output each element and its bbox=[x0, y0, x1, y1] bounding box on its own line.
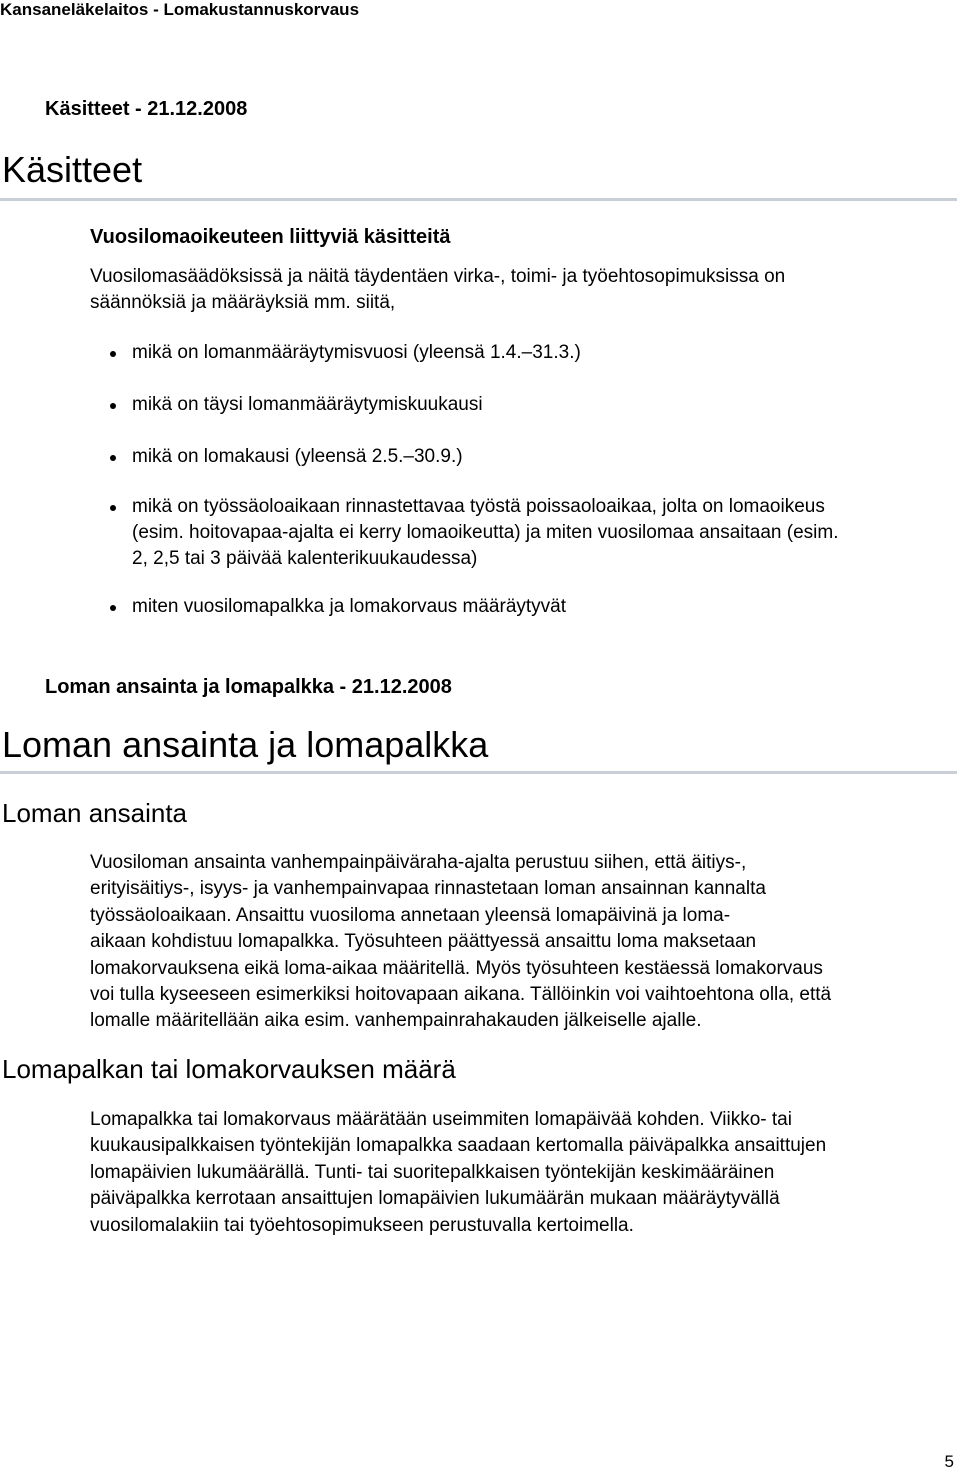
list-item: mikä on täysi lomanmääräytymiskuukausi bbox=[110, 392, 950, 418]
list-item: mikä on lomanmääräytymisvuosi (yleensä 1.4.–31.3.) bbox=[110, 340, 950, 366]
concept-list bbox=[110, 340, 950, 620]
section-label-loman-ansainta: Loman ansainta ja lomapalkka - 21.12.2008 bbox=[45, 676, 452, 698]
intro-line: säännöksiä ja määräyksiä mm. siitä, bbox=[90, 292, 396, 314]
paragraph-lomapalkan-maara: Lomapalkka tai lomakorvaus määrätään useimmiten lomapäivää kohden. Viikko- tai kuukausipalkkaisen työntekijän lomapalkka saadaan kertomalla päiväpalkka ansaittujen lomapäivien lukumäärällä. Tunti- tai suoritepalkkaisen työntekijän keskimääräinen päiväpalkka kerrotaan ansaittujen lomapäivien lukumäärän mukaan määräytyvällä vuosilomalakiin tai työehtosopimukseen perustuvalla kertoimella. bbox=[90, 1109, 827, 1236]
list-item: mikä on työssäoloaikaan rinnastettavaa työstä poissaoloaikaa, jolta on lomaoikeus (esim. hoitovapaa-ajalta ei kerry lomaoikeutta) ja miten vuosilomaa ansaitaan (esim. 2, 2,5 tai 3 päivää kalenterikuukaudessa) bbox=[110, 494, 950, 572]
page-title-kasitteet: Käsitteet bbox=[2, 149, 143, 190]
subheading-lomapalkan-maara: Lomapalkan tai lomakorvauksen määrä bbox=[2, 1054, 456, 1084]
page-number: 5 bbox=[944, 1452, 954, 1471]
intro-line: Vuosilomasäädöksissä ja näitä täydentäen virka-, toimi- ja työehtosopimuksissa on bbox=[90, 266, 786, 287]
section-divider bbox=[0, 198, 957, 201]
intro-paragraph bbox=[90, 264, 950, 317]
list-item: miten vuosilomapalkka ja lomakorvaus määräytyvät bbox=[110, 594, 950, 620]
subheading-vuosilomaoikeus: Vuosilomaoikeuteen liittyviä käsitteitä bbox=[90, 226, 451, 248]
subheading-loman-ansainta: Loman ansainta bbox=[2, 798, 188, 828]
running-header: Kansaneläkelaitos - Lomakustannuskorvaus bbox=[0, 0, 360, 19]
paragraph-loman-ansainta: Vuosiloman ansainta vanhempainpäiväraha-ajalta perustuu siihen, että äitiys-, erityisäitiys-, isyys- ja vanhempainvapaa rinnastetaan loman ansainnan kannalta työssäoloaikaan. Ansaittu vuosiloma annetaan yleensä lomapäivinä ja loma- aikaan kohdistuu lomapalkka. Työsuhteen päättyessä ansaittu loma maksetaan lomakorvauksena eikä loma-aikaa määritellä. Myös työsuhteen kestäessä lomakorvaus voi tulla kyseeseen esimerkiksi hoitovapaan aikana. Tällöinkin voi vaihtoehtona olla, että lomalle määritellään aika esim. vanhempainrahakauden jälkeiselle ajalle. bbox=[90, 852, 832, 1032]
list-item: mikä on lomakausi (yleensä 2.5.–30.9.) bbox=[110, 444, 950, 470]
section-divider bbox=[0, 771, 957, 774]
section-label-kasitteet: Käsitteet - 21.12.2008 bbox=[45, 98, 248, 120]
page-title-loman-ansainta: Loman ansainta ja lomapalkka bbox=[2, 724, 489, 765]
